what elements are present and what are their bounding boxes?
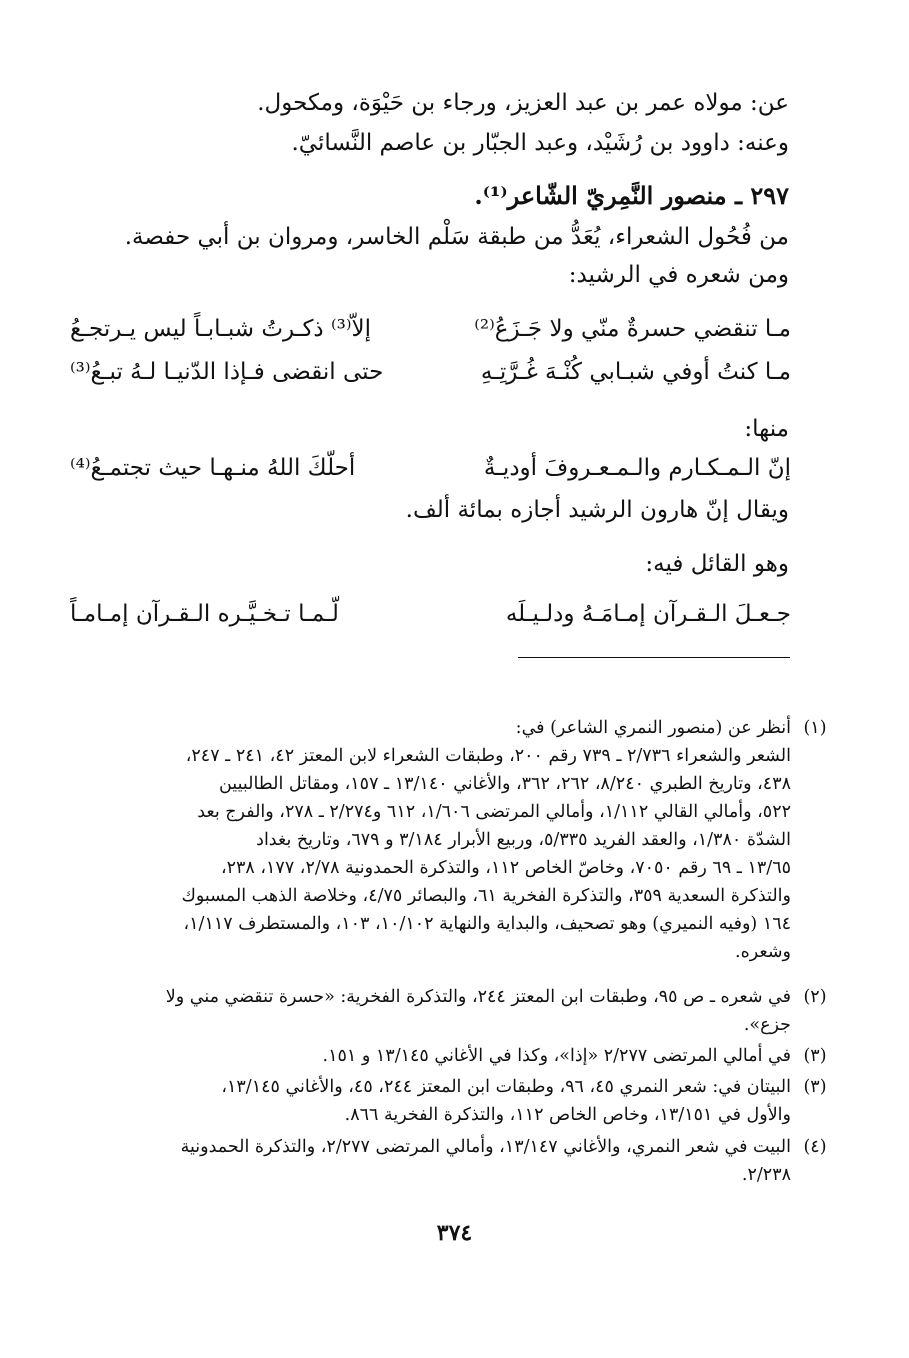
verse-1-first-hemistich: مـا تنقضي حسرةٌ منّي ولا جَـزَعُ⁽²⁾ (474, 316, 791, 342)
narrators-from-line: عن: مولاه عمر بن عبد العزيز، ورجاء بن حَيْوَة، ومكحول. (257, 90, 789, 116)
footnote-line: ١٦٤ (وفيه النميري) وهو تصحيف، والبداية والنهاية ١٠/١٠٢، ١٠٣، والمستطرف ١/١١٧، (183, 914, 791, 934)
footnote-number: (٣) (803, 1077, 827, 1097)
footnote-line: ٢/٢٣٨. (741, 1165, 791, 1185)
footnote-line: الشعر والشعراء ٢/٧٣٦ ـ ٧٣٩ رقم ٢٠٠، وطبقات الشعراء لابن المعتز ٤٢، ٢٤١ ـ ٢٤٧، (185, 746, 791, 766)
footnote-line: والأول في ١٣/١٥١، وخاص الخاص ١١٢، والتذكرة الفخرية ٨٦٦. (344, 1105, 791, 1125)
verse-1 (70, 311, 791, 347)
footnote-1 (72, 714, 827, 966)
verse-2-first-hemistich: مـا كنتُ أوفي شبـابي كُنْـهَ غُـرَّتِـهِ (480, 359, 791, 385)
footnote-line: البيتان في: شعر النمري ٤٥، ٩٦، وطبقات ابن المعتز ٢٤٤، ٤٥، والأغاني ١٣/١٤٥، (221, 1077, 791, 1097)
footnote-line: في شعره ـ ص ٩٥، وطبقات ابن المعتز ٢٤٤، والتذكرة الفخرية: «حسرة تنقضي مني ولا (165, 987, 791, 1007)
page-number: ٣٧٤ (436, 1220, 473, 1246)
footnote-divider (518, 657, 790, 658)
footnote-4 (72, 1133, 827, 1189)
verse-2-second-hemistich: حتى انقضى فـإذا الدّنيـا لـهُ تبـعُ⁽³⁾ (70, 359, 384, 385)
footnote-line: أنظر عن (منصور النمري الشاعر) في: (515, 718, 791, 738)
footnote-line: جزع». (743, 1015, 791, 1035)
footnote-2 (72, 983, 827, 1039)
verse-2 (70, 354, 791, 390)
verse-4-second-hemistich: لّـمـا تـخـيَّـره الـقـرآن إمـامـاً (70, 601, 339, 627)
poem-intro-rashid: ومن شعره في الرشيد: (568, 262, 789, 288)
footnote-number: (١) (803, 718, 827, 738)
footnote-line: ٤٣٨، وتاريخ الطبري ٨/٢٤٠، ٢٦٢، ٣٦٢، والأغاني ١٣/١٤٠ ـ ١٥٧، ومقاتل الطالبيين (218, 774, 791, 794)
verse-3 (70, 450, 791, 486)
entry-description: من فُحُول الشعراء، يُعَدُّ من طبقة سَلْم الخاسر، ومروان بن أبي حفصة. (124, 224, 789, 250)
footnote-line: ٥٢٢، وأمالي القالي ١/١١٢، وأمالي المرتضى ١/٦٠٦، ٦١٢ و٢/٢٧٤ ـ ٢٧٨، والفرج بعد (197, 802, 791, 822)
minha-label: منها: (744, 416, 789, 442)
anecdote-line: ويقال إنّ هارون الرشيد أجازه بمائة ألف. (405, 497, 789, 523)
narrators-to-line: وعنه: داوود بن رُشَيْد، وعبد الجبّار بن عاصم النَّسائيّ. (291, 130, 789, 156)
footnote-3b (72, 1073, 827, 1129)
footnote-line: ١٣/٦٥ ـ ٦٩ رقم ٧٠٥٠، وخاصّ الخاص ١١٢، والتذكرة الحمدونية ٢/٧٨، ١٧٧، ٢٣٨، (220, 858, 791, 878)
footnote-3a (72, 1042, 827, 1070)
verse-3-first-hemistich: إنّ الـمـكـارم والـمـعـروفَ أوديـةٌ (483, 455, 791, 481)
footnote-line: الشدّة ١/٣٨٠، والعقد الفريد ٥/٣٣٥، وربيع الأبرار ٣/١٨٤ و ٦٧٩، وتاريخ بغداد (256, 830, 791, 850)
footnote-line: البيت في شعر النمري، والأغاني ١٣/١٤٧، وأمالي المرتضى ٢/٢٧٧، والتذكرة الحمدونية (180, 1137, 791, 1157)
footnote-number: (٤) (803, 1137, 827, 1157)
footnote-line: والتذكرة السعدية ٣٥٩، والتذكرة الفخرية ٦١، والبصائر ٤/٧٥، وخلاصة الذهب المسبوك (181, 886, 791, 906)
verse-4-first-hemistich: جـعـلَ الـقـرآن إمـامَـهُ ودلـيـلَه (505, 601, 791, 627)
verse-1-second-hemistich: إلاّ⁽³⁾ ذكـرتُ شبـابـاً ليس يـرتجـعُ (70, 316, 371, 342)
footnote-number: (٢) (803, 987, 827, 1007)
verse-4 (70, 596, 791, 632)
qail-label: وهو القائل فيه: (645, 551, 789, 577)
verse-3-second-hemistich: أحلّكَ اللهُ منـهـا حيث تجتمـعُ⁽⁴⁾ (70, 455, 356, 481)
footnote-number: (٣) (803, 1046, 827, 1066)
entry-title: ٢٩٧ ـ منصور النَّمِريّ الشّاعر⁽¹⁾. (474, 181, 789, 210)
footnote-line: في أمالي المرتضى ٢/٢٧٧ «إذا»، وكذا في الأغاني ١٣/١٤٥ و ١٥١. (322, 1046, 791, 1066)
footnote-line: وشعره. (735, 942, 791, 962)
